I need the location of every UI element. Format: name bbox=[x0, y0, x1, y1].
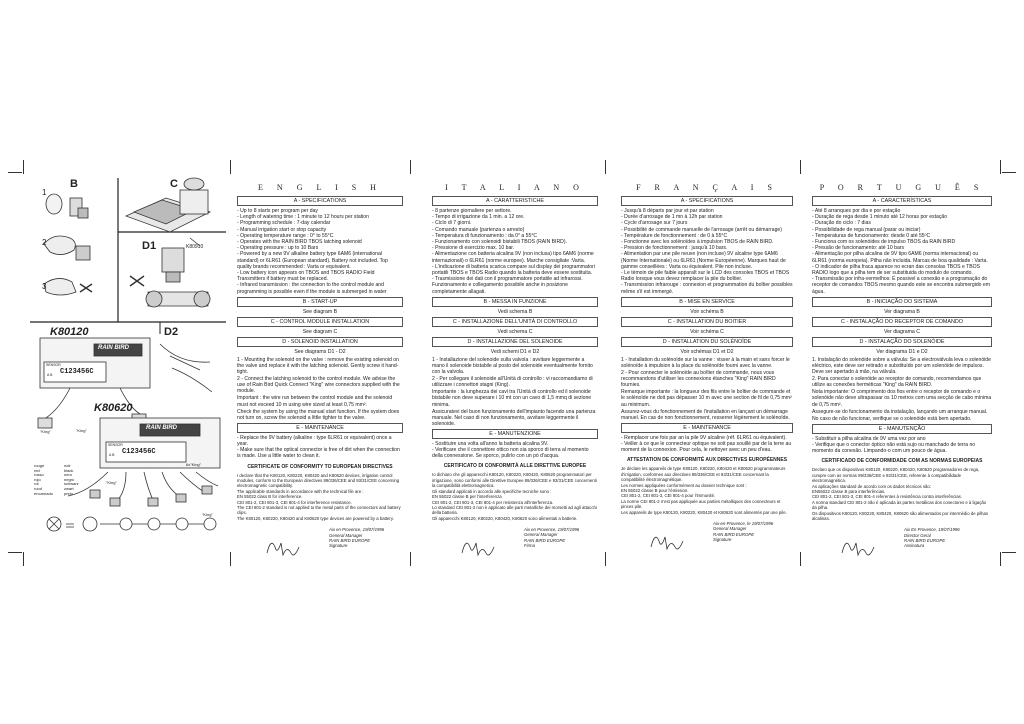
conformity-text: Je déclare les appareils de type K80120, K80220, K80420 et K80620 programmateurs d'irrigation, conformes aux directives 89/336/CEE et 93/31/CEE concernant la compatibilité électromagnétique. bbox=[621, 466, 786, 483]
conformity-text: Gli apparecchi K80120, K80220, K80420, K80620 sono alimentati a batterie. bbox=[432, 515, 578, 521]
signatory bbox=[904, 527, 960, 548]
italiano-column bbox=[432, 183, 598, 683]
conformity-text: EN 55022 classe B per l'interferenza bbox=[432, 494, 502, 500]
section-e-heading: E - MANUTENÇÃO bbox=[812, 424, 992, 434]
spec-item: - Duração do ciclo : 7 dias bbox=[812, 220, 871, 227]
section-d-heading: D - SOLENOID INSTALLATION bbox=[237, 337, 403, 347]
spec-item: - Funciona com os solenóides de impulso TBOS da RAIN BIRD bbox=[812, 239, 956, 246]
spec-item: - Infrared transmission : the connection to the control module and programming is possible even if the module is submerged in water bbox=[237, 282, 387, 295]
spec-item: - L'indicazione di batteria scarica compare sul display dei programmatori portatili TBOS e TBOS Radio quando la batteria deve essere sostituita. bbox=[432, 263, 595, 277]
portugues-column bbox=[812, 183, 992, 683]
section-b-heading: B - START-UP bbox=[237, 297, 403, 307]
conformity-text: As aplicações standard de acordo com os dados técnicos são: bbox=[812, 483, 931, 489]
signatory bbox=[524, 527, 579, 548]
sign-place: Aix en Provence, 19/07/1996 bbox=[524, 527, 580, 533]
model-k80120-label: K80120 bbox=[50, 326, 89, 338]
color-label: red bbox=[34, 467, 40, 473]
spec-item: - Possibilité de commande manuelle de l'arrosage (arrêt ou démarrage) bbox=[621, 226, 782, 233]
signature-block bbox=[621, 521, 793, 559]
conformity-text: Les appareils de type K80120, K80220, K80420 et K80620 sont alimentés par une pile. bbox=[621, 509, 787, 515]
conformity-title: CERTIFICATO DI CONFORMITÀ ALLE DIRETTIVE EUROPEE bbox=[443, 463, 587, 470]
conformity-text: Declaro que os dispositivos K80120, K80220, K80420, K80620 programadores de rega, cumpre com as normas 89/336/CEE e 93/31/CEE, referente à compatibilidade electromagnética. bbox=[812, 467, 980, 484]
step-2-number: 2 bbox=[42, 238, 47, 247]
king-label-2: "King" bbox=[40, 429, 51, 434]
solenoid-note: Assegure-se do funcionamento da instalação, lançando um arranque manual. bbox=[812, 408, 988, 415]
sign-company: RAIN BIRD EUROPE bbox=[713, 531, 755, 537]
solenoid-note: No caso de não funcionar, verifique se o solenóide está bem apertado. bbox=[812, 415, 972, 422]
brand-logo-1: RAIN BIRD bbox=[98, 345, 129, 351]
sign-place: Aix-en-Provence, le 19/07/1996 bbox=[713, 521, 774, 527]
spec-item: - Manual irrigation start or stop capacity bbox=[237, 226, 327, 233]
wire-colors-red bbox=[34, 464, 53, 496]
spec-item: - Alimentação por pilha alcalina de 9V tipo 6AM6 (norma internacional) ou 6LR61 (norma europeia). Pilha não incluida. Marcas de boa qualidade : Varta. bbox=[812, 251, 988, 264]
conformity-text: CEI 801-2, CEI 801-3, CEI 801-4 pour l'immunité. bbox=[621, 493, 716, 499]
spec-item: - Tempo di irrigazione da 1 min. a 12 ore. bbox=[432, 214, 525, 221]
spec-item: - Possibilidade de rega manual (parar ou iniciar) bbox=[812, 226, 921, 233]
francais-column bbox=[621, 183, 793, 683]
section-b-ref: Voir schéma B bbox=[690, 308, 724, 315]
spec-item: - Operating temperature range : 0° to 55°C bbox=[237, 232, 334, 239]
spec-item: - Alimentation par une pile neuve (non incluse) 9V alcaline type 6AM6 (Norme Internationale) ou 6LR61 (Norme Européenne). Marques haut de gamme conseillées : Varta ou équivalent. Pile non incluse. bbox=[621, 251, 786, 270]
sign-role: General Manager bbox=[713, 526, 747, 532]
figure-label-d2: D2 bbox=[164, 326, 179, 338]
conformity-text: CEI 801-2, CEI 801-3, CEI 801-4 for interference resistance. bbox=[237, 499, 352, 505]
king-label-1: "King" bbox=[76, 428, 87, 433]
solenoid-note: Nota importante: O comprimento dos fios entre o receptor de comando e o solenóide não deve ultrapassar os 10 metros com uma secção de cabo mínima de 0,75 mm². bbox=[812, 389, 992, 408]
sign-label: Assinatura bbox=[904, 543, 925, 549]
color-label: nero bbox=[64, 472, 73, 478]
king-label-4: "King" bbox=[106, 480, 117, 485]
spec-item: - 8 partenze giornaliere per settore. bbox=[432, 208, 512, 214]
handwritten-signature bbox=[265, 533, 301, 557]
color-label: rojo bbox=[34, 476, 41, 482]
conformity-title: ATTESTATION DE CONFORMITÉ AUX DIRECTIVES EUROPÉENNES bbox=[626, 457, 788, 464]
handwritten-signature bbox=[840, 533, 876, 557]
maintenance-item: - Verificare che il connettore ottico non sia sporco di terra al momento della connessione. Se sporco, pulirlo con un pò d'acqua. bbox=[432, 447, 589, 460]
spec-item: - Cycle d'arrosage sur 7 jours bbox=[621, 220, 688, 227]
spec-item: - Powered by a new 9V alkaline battery type 6AM6 (international standard) or 6LR61 (European standard). Battery not included. Top quality brands recommended : Varta or equivalent. bbox=[237, 251, 388, 270]
section-c-ref: Voir schéma C bbox=[690, 328, 724, 335]
section-e-heading: E - MANUTENZIONE bbox=[432, 429, 598, 439]
maintenance-item: - Make sure that the optical connector is free of dirt when the connection is made. Use a little water to clean it. bbox=[237, 447, 400, 460]
color-label: schwarz bbox=[64, 481, 79, 487]
figure-label-b: B bbox=[70, 178, 78, 190]
section-a-heading: A - CARACTERÍSTICAS bbox=[812, 196, 992, 206]
spec-item: - Transmissão por infra-vermelhos: É possivel a conexão e a programação do receptor de comandos TBOS mesmo quando este se encontra submergido em água. bbox=[812, 276, 991, 295]
language-title: E N G L I S H bbox=[258, 183, 382, 192]
section-c-heading: C - INSTALLAZIONE DELL'UNITÀ DI CONTROLLO bbox=[432, 317, 598, 327]
spec-item: - O indicador de pilha fraca aparece no ecran das consolas TBOS e TBOS RADIO logo que a pilha tem de ser substituida do modulo de comando. bbox=[812, 263, 980, 277]
section-e-heading: E - MAINTENANCE bbox=[237, 423, 403, 433]
spec-item: - Le témoin de pile faible apparaît sur le LCD des consoles TBOS et TBOS Radio lorsque vous devez remplacer la pile du boîtier. bbox=[621, 270, 790, 283]
section-c-heading: C - INSTALLATION DU BOITIER bbox=[621, 317, 793, 327]
conformity-text: The applicable standards in accordance with the technical file are : bbox=[237, 488, 364, 494]
spec-item: - Comando manuale (partenza o arresto) bbox=[432, 226, 525, 233]
section-a-heading: A - SPECIFICATIONS bbox=[237, 196, 403, 206]
spec-item: - Temperatura di funzionamento : da 0° a 55°C bbox=[432, 232, 538, 239]
language-title: F R A N Ç A I S bbox=[636, 183, 778, 192]
conformity-title: CERTIFICATE OF CONFORMITY TO EUROPEAN DIRECTIVES bbox=[247, 463, 393, 470]
ab-label-1: A B bbox=[47, 373, 53, 377]
section-a-heading: A - CARATTERISTICHE bbox=[432, 196, 598, 206]
section-c-ref: Vedi schema C bbox=[497, 328, 533, 335]
solenoid-note: Check the system by using the manual start function. If the system does not turn on, screw the solenoid a little tighter to the valve. bbox=[237, 408, 400, 421]
conformity-title: CERTIFICADO DE CONFORMIDADE COM AS NORMAS EUROPEIAS bbox=[821, 458, 983, 465]
model-k80620-label: K80620 bbox=[94, 402, 133, 414]
section-d-heading: D - INSTALLAZIONE DEL SOLENOIDE bbox=[432, 337, 598, 347]
step-3-number: 3 bbox=[42, 282, 47, 291]
section-d-heading: D - INSTALLATION DU SOLÉNOÏDE bbox=[621, 337, 793, 347]
specifications-list bbox=[621, 208, 793, 295]
solenoid-note: Importante : la lunghezza dei cavi tra l'Unità di controllo ed il solenoide bistabile non deve superare i 10 mt con un cavo di 1,5 mmq di sezione minima. bbox=[432, 389, 592, 408]
color-label: noir bbox=[64, 463, 71, 468]
spec-item: - Up to 8 starts per program per day bbox=[237, 208, 318, 214]
wire-colors-black bbox=[64, 464, 79, 496]
spec-item: - Durée d'arrosage de 1 mn à 12h par station bbox=[621, 214, 723, 221]
section-b-heading: B - INICIAÇÃO DO SISTEMA bbox=[812, 297, 992, 307]
sensor-label-2: SENSOR bbox=[108, 443, 123, 447]
english-column bbox=[237, 183, 403, 683]
sign-role: General Manager bbox=[524, 532, 558, 538]
specifications-list bbox=[812, 208, 992, 295]
solenoid-step: 2 - Per collegare il solenoide all'Unità di controllo : vi raccomandiamo di utilizzare i connettori stagni (King). bbox=[432, 376, 593, 389]
conformity-text: CEI 801-2, CEI 801-3, CEI 801-4 referentes à resistência contra interferências. bbox=[812, 494, 962, 500]
handwritten-signature bbox=[460, 533, 496, 557]
color-label: preto bbox=[64, 490, 74, 496]
conformity-text: The K80120, K80220, K80420 and K80620 type devices are powered by a battery. bbox=[237, 515, 394, 521]
color-label: rot bbox=[34, 481, 39, 487]
language-title: P O R T U G U Ê S bbox=[819, 183, 985, 192]
sign-company: RAIN BIRD EUROPE bbox=[329, 537, 371, 543]
sign-role: Director Geral bbox=[904, 532, 931, 538]
ab-label-2: A B bbox=[109, 453, 115, 457]
conformity-text: CEI 801-2, CEI 801-3, CEI 801-4 per resistenza all'interferenza. bbox=[432, 499, 554, 505]
section-c-heading: C - CONTROL MODULE INSTALLATION bbox=[237, 317, 403, 327]
section-e-heading: E - MAINTENANCE bbox=[621, 423, 793, 433]
section-d-heading: D - INSTALAÇÃO DO SOLENÓIDE bbox=[812, 337, 992, 347]
color-label: rood bbox=[34, 485, 43, 491]
sign-place: Aix en Provence, 19/07/1996 bbox=[329, 527, 385, 533]
solenoid-note: Remarque importante : la longueur des fils entre le boîtier de commande et le solénoïde ne doit pas dépasser 10 m avec une section de fil de 0,75 mm² au minimum. bbox=[621, 389, 792, 408]
specifications-list bbox=[237, 208, 403, 295]
conformity-text: Io dichiaro che gli apparecchi K80120, K80220, K80420, K80620 programmatori per irrigazione, sono conformi alle Direttive Europee 89/336/CEE e 93/31/CEE concernenti la compatibilità elettromagnetica. bbox=[432, 472, 597, 489]
specifications-list bbox=[432, 208, 598, 295]
solenoid-step: 2 - Pour connecter le solénoïde au boîtier de commande, nous vous recommandons d'utiliser les connexions étanches "King" RAIN BIRD fournies. bbox=[621, 370, 776, 389]
signature-block bbox=[237, 527, 403, 565]
section-c-ref: See diagram C bbox=[302, 328, 338, 335]
spec-item: - Pression de fonctionnement : jusqu'à 10 bars. bbox=[621, 245, 728, 252]
spec-item: - Trasmissione dei dati con il programmatore portatile ad infrarossi. Funzionamento e collegamento possibile anche in posizione completamente allagati. bbox=[432, 276, 583, 295]
spec-item: - Fonctionne avec les solénoïdes à impulsion TBOS de RAIN BIRD. bbox=[621, 239, 774, 246]
spec-item: - Alimentazione con batteria alcalina 9V (non inclusa) tipo 6AM6 (norme internazionali) o 6LR61 (norme europee). Marche consigliate :Varta. bbox=[432, 251, 594, 264]
conformity-text: The CEI 801-2 standard is not applied to the metal parts of the connectors and battery clips. bbox=[237, 505, 401, 516]
section-d-ref: Vedi schemi D1 e D2 bbox=[490, 348, 540, 355]
section-d-ref: Voir schémas D1 et D2 bbox=[680, 348, 734, 355]
handwritten-signature bbox=[649, 527, 685, 551]
section-b-heading: B - MISE EN SERVICE bbox=[621, 297, 793, 307]
section-b-ref: Ver diagrama B bbox=[884, 308, 920, 315]
conformity-text: EN55022 classe B para interferências. bbox=[812, 489, 886, 495]
spec-item: - Pressione di esercizio max. 10 bar. bbox=[432, 245, 515, 252]
sign-company: RAIN BIRD EUROPE bbox=[524, 537, 566, 543]
spec-item: - Operating pressure : up to 10 Bars bbox=[237, 245, 319, 252]
conformity-text: Os dispositivos K80120, K80220, K80420, K80620 são alimentados por intermédio de pilhas alcalinas. bbox=[812, 510, 989, 522]
conformity-text: EN 55022 classe B pour l'émission. bbox=[621, 488, 689, 494]
spec-item: - Funzionamento con solenoidi bistabili TBOS (RAIN BIRD). bbox=[432, 239, 567, 246]
maintenance-item: - Remplacer une fois par an la pile 9V alcaline (réf. 6LR61 ou équivalent). bbox=[621, 434, 787, 441]
step-1-number: 1 bbox=[42, 188, 47, 197]
solenoid-step: 2. Para conectar o solenóide ao receptor de comando, recomendamos que utilize as conexões herméticas "King" da RAIN BIRD. bbox=[812, 376, 982, 389]
king-label-5: "King" bbox=[202, 512, 213, 517]
section-d-ref: Ver diagrama D1 e D2 bbox=[876, 348, 928, 355]
sign-label: Signature bbox=[329, 543, 348, 549]
brand-logo-2: RAIN BIRD bbox=[146, 425, 177, 431]
spec-item: - Duração de rega desde 1 minuto até 12 horas por estação bbox=[812, 214, 948, 221]
color-label: negro bbox=[64, 476, 75, 482]
section-c-ref: Ver diagrama C bbox=[883, 328, 921, 335]
spec-item: - Até 8 arranques por dia e por estação bbox=[812, 208, 901, 214]
figures-panel bbox=[30, 172, 226, 552]
spec-item: - Programming schedule : 7-day calendar bbox=[237, 220, 331, 227]
color-label: encarnado bbox=[34, 490, 53, 496]
spec-item: - Temperaturas de funcionamento: desde 0 até 55ºC bbox=[812, 232, 931, 239]
maintenance-item: - Replace the 9V battery (alkaline : type 6LR61 or equivalent) once a year. bbox=[237, 434, 392, 447]
color-label: black bbox=[64, 467, 74, 473]
spec-item: - Transmission infrarouge : connexion et programmation du boîtier possibles même s'il est immergé. bbox=[621, 282, 793, 295]
color-label: zwart bbox=[64, 485, 74, 491]
sensor-label-1: SENSOR bbox=[46, 363, 61, 367]
conformity-text: EN 55022 class B for interference. bbox=[237, 494, 303, 500]
device-code-1: C123456C bbox=[60, 368, 94, 376]
device-code-2: C123456C bbox=[122, 448, 156, 456]
maintenance-item: - Substituir a pilha alcalina de 9V uma vez por ano bbox=[812, 435, 926, 442]
maintenance-item: - Verifique que o conector óptico não está sujo ou manchado de terra no momento da conexão. Limpando-o com um pouco de água. bbox=[812, 441, 976, 455]
signatory bbox=[713, 521, 773, 542]
spec-item: - Operates with the RAIN BIRD TBOS latching solenoid bbox=[237, 239, 362, 246]
language-title: I T A L I A N O bbox=[445, 183, 585, 192]
solenoid-note: Important : the wire run between the control module and the solenoid must not exceed 10 m using wire sized at least 0,75 mm². bbox=[237, 395, 393, 408]
spec-item: - Ciclo di 7 giorni. bbox=[432, 220, 472, 227]
spec-item: - Température de fonctionnement : de 0 à 55°C bbox=[621, 232, 728, 239]
section-b-heading: B - MESSA IN FUNZIONE bbox=[432, 297, 598, 307]
section-c-heading: C - INSTALAÇÃO DO RECEPTOR DE COMANDO bbox=[812, 317, 992, 327]
solenoid-step: 1. Instalação do solenóide sobre a válvula: Se a electroválvula leva o solenóide eléctrico, este deve ser retirado e substituído por um solenóide de impulsos. Deve ser apertado à mão, na válvula. bbox=[812, 356, 991, 376]
signature-block bbox=[432, 527, 598, 565]
sign-company: RAIN BIRD EUROPE bbox=[904, 538, 946, 544]
maintenance-item: - Sostituire una volta all'anno la batteria alcalina 9V. bbox=[432, 440, 549, 447]
section-a-heading: A - SPECIFICATIONS bbox=[621, 196, 793, 206]
conformity-text: La norme CEI 801-2 n'est pas appliquée aux parties métalliques des connecteurs et pinces pile. bbox=[621, 498, 781, 510]
spec-item: - Length of watering time : 1 minute to 12 hours per station bbox=[237, 214, 369, 221]
conformity-text: Lo standard CEI 801-2 non è applicato alle parti metalliche dei morsetti ad agli attacchi della batteria. bbox=[432, 504, 597, 516]
king-label-3: 6x"King" bbox=[186, 462, 202, 467]
solenoid-step: 1 - Mounting the solenoid on the valve : remove the existing solenoid on the valve and replace it with the latching solenoid. Gently screw it hand-tight. bbox=[237, 356, 399, 376]
signatory bbox=[329, 527, 384, 548]
color-label: rosso bbox=[34, 472, 44, 478]
solenoid-note: Assurez-vous du fonctionnement de l'installation en lançant un démarrage manuel. En cas de non fonctionnement, resserrer légèrement le solénoïde. bbox=[621, 408, 790, 421]
section-b-ref: Vedi schema B bbox=[497, 308, 533, 315]
sign-place: Aix En Provence, 19/07/1996 bbox=[904, 527, 960, 533]
conformity-text: Les normes appliquées conformément au dossier technique sont : bbox=[621, 482, 747, 488]
solenoid-step: 1 - Installazione del solenoide sulla valvola : avvitare leggermente a mano il solenoide bistabile al posto del solenoide eventualmente fornito con la valvola. bbox=[432, 356, 593, 376]
solenoid-step: 2 - Connect the latching solenoid to the control module. We advise the use of Rain Bird Quick Connect "King" wire connectors supplied with the module. bbox=[237, 376, 400, 395]
maintenance-item: - Veiller à ce que le connecteur optique ne soit pas souillé par de la terre au moment de la connexion. Pour cela, le nettoyer avec un peu d'eau. bbox=[621, 440, 792, 454]
conformity-text: Gli standard applicati in accordo alle specifiche tecniche sono : bbox=[432, 488, 552, 494]
conformity-text: I declare that the K80120, K80220, K80420 and K80620 devices, irrigation control modules, conform to the European directives 89/336/CEE and 93/31/CEE concerning electromagnetic compatibility. bbox=[237, 472, 400, 489]
signature-block bbox=[812, 527, 992, 565]
sign-label: Signature bbox=[713, 536, 732, 542]
spec-item: - Pressão de funcionamento: até 10 bars bbox=[812, 245, 905, 252]
figures-artwork bbox=[30, 172, 226, 552]
sign-role: General Manager bbox=[329, 532, 363, 538]
spec-item: - Low battery icon appears on TBOS and TBOS RADIO Field Transmitters if battery must be replaced. bbox=[237, 270, 375, 283]
figure-part-k80910: K80910 bbox=[186, 244, 204, 250]
spec-item: - Jusqu'à 8 départs par jour et par station bbox=[621, 208, 714, 214]
section-d-ref: See diagrams D1 - D2 bbox=[294, 348, 346, 355]
sign-label: Firma bbox=[524, 543, 535, 549]
solenoid-note: Assicuratevi del buon funzionamento dell'impianto facendo una partenza manuale. Nel caso di non funzionamento, avvitare leggermente il solenoide. bbox=[432, 408, 596, 427]
figure-label-d1: D1 bbox=[142, 240, 157, 252]
solenoid-step: 1 - Installation du solénoïde sur la vanne : visser à la main et sans forcer le solénoïde à impulsion à la place du solénoïde fourni avec la vanne. bbox=[621, 356, 790, 369]
color-label: rouge bbox=[34, 463, 45, 468]
conformity-text: A norma standard CEI 801-2 não é aplicada às partes metálicas dos conectores e à ligação da pilha. bbox=[812, 499, 987, 511]
section-b-ref: See diagram B bbox=[302, 308, 338, 315]
figure-label-c: C bbox=[170, 178, 178, 190]
